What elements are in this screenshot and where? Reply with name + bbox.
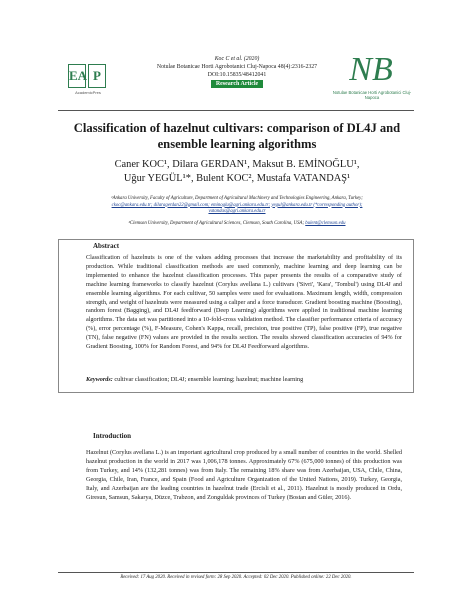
header-divider	[58, 110, 414, 111]
authors-line-2: Uğur YEGÜL¹*, Bulent KOC², Mustafa VATANDAŞ¹	[123, 173, 351, 184]
logo-letters-p: P	[88, 64, 106, 88]
nb-logo-mark: NB	[349, 51, 393, 88]
doi: DOI:10.15835/48412041	[207, 72, 267, 78]
journal-meta	[150, 55, 324, 88]
abstract-heading: Abstract	[93, 242, 120, 250]
affiliation-1: ¹Ankara University, Faculty of Agriculture, Department of Agricultural Machinery and Technologies Engineering, Ankara, Turkey;	[111, 196, 363, 201]
affiliation-1-emails[interactable]: ckoc@ankara.edu.tr; dilaragerdan22@gmail.com; eminoglu@agri.ankara.edu.tr; yegul@ankara.edu.tr (*corresponding author);	[111, 202, 363, 208]
notulae-botanicae-logo	[332, 50, 412, 108]
affiliation-2-email[interactable]: bulent@clemson.edu	[305, 220, 346, 226]
author-list	[70, 158, 404, 186]
introduction-text: Hazelnut (Corylus avellana L.) is an important agricultural crop produced by a small number of countries in the world. Shelled hazelnut production in the world in 2017 was 1,006,178 tonnes. Approximately 67% (675,000 tonnes) of this production was from Turkey, and 14% (132,281 tonnes) was from Italy. The remaining 18% share was from Azerbaijan, USA, Chile, China, Georgia, Chile, Iran, France, and Spain (Food and Agriculture Organization of the United Nations, 2019). Turkey, Georgia, Italy, and Azerbaijan are the leading countries in hazelnut trade (Ercisli et al., 2011). Hazelnut is mostly produced in Ordu, Giresun, Samsun, Sakarya, Düzce, Trabzon, and Zonguldak provinces of Turkey (Bostan and Güler, 2016).	[86, 449, 402, 501]
keywords	[86, 376, 402, 384]
journal-name: Notulae Botanicae Horti Agrobotanici Cluj-Napoca 48(4):2316-2327	[156, 64, 318, 70]
received-dates-footer: Received: 17 Aug 2020. Received in revised form: 28 Sep 2020. Accepted: 02 Dec 2020. Published online: 22 Dec 2020.	[58, 572, 414, 580]
affiliation-1-email-2[interactable]: vatandas@agri.ankara.edu.tr	[208, 209, 266, 214]
introduction-heading: Introduction	[93, 432, 131, 440]
academicpres-logo	[58, 60, 118, 98]
logo-publisher-name: AcademicPres	[75, 90, 101, 95]
affiliations	[70, 196, 404, 227]
citation: Koc C et al. (2020)	[214, 56, 260, 62]
authors-line-1: Caner KOC¹, Dilara GERDAN¹, Maksut B. EMİNOĞLU¹,	[114, 159, 360, 170]
keywords-label: Keywords:	[86, 376, 113, 383]
nb-logo-text: Notulae Botanicae Horti Agrobotanici Cluj-Napoca	[332, 90, 412, 100]
research-article-badge: Research Article	[211, 80, 263, 88]
logo-letters-ea: EA	[68, 64, 86, 88]
paper-title: Classification of hazelnut cultivars: comparison of DL4J and ensemble learning algorithms	[73, 121, 401, 151]
keywords-list: cultivar classification; DL4J; ensemble learning; hazelnut; machine learning	[114, 376, 304, 383]
affiliation-2: ²Clemson University, Department of Agricultural Sciences, Clemson, South Carolina, USA;	[128, 220, 305, 226]
abstract-text: Classification of hazelnuts is one of the values adding processes that increase the marketability and profitability of its production. While traditional classification methods are used commonly, machine learning and deep learning can be implemented to enhance the hazelnut classification processes. This paper presents the results of a comparative study of machine learning frameworks to classify hazelnut (Corylus avellana L.) cultivars ('Sivri', 'Kara', 'Tombul') using DL4J and ensemble learning algorithms. For each cultivar, 50 samples were used for evaluations. Maximum length, width, compression strength, and weight of hazelnuts were measured using a caliper and a force transducer. Gradient boosting machine (Boosting), random forest (Bagging), and DL4J feedforward (Deep Learning) algorithms were applied in traditional machine learning algorithms. The data set was partitioned into a 10-fold-cross validation method. The classifier performance criteria of accuracy (%), error percentage (%), F-Measure, Cohen's Kappa, recall, precision, true positive (TP), false positive (FP), true negative (TN), false negative (FN) values are provided in the results section. The results showed classification accuracies of 94% for Gradient Boosting, 100% for Random Forest, and 94% for DL4J Feedforward algorithms.	[86, 254, 402, 351]
